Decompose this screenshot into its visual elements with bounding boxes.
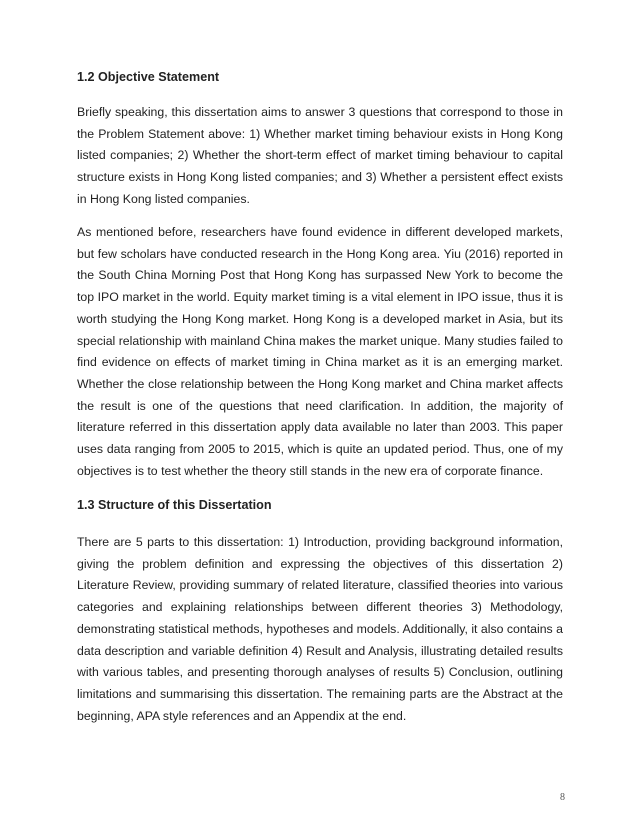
structure-heading: 1.3 Structure of this Dissertation — [77, 498, 272, 512]
page-number: 8 — [560, 792, 565, 803]
objective-paragraph-2: As mentioned before, researchers have found evidence in different developed markets, but few scholars have conducted research in the Hong Kong area. Yiu (2016) reported in the South China Morning Post that Hong Kong has surpassed New York to become the top IPO market in the world. Equity market timing is a vital element in IPO issue, thus it is worth studying the Hong Kong market. Hong Kong is a developed market in Asia, but its special relationship with mainland China makes the market unique. Many studies failed to find evidence on effects of market timing in China market as it is an emerging market. Whether the close relationship between the Hong Kong market and China market affects the result is one of the questions that need clarification. In addition, the majority of literature referred in this dissertation apply data available no later than 2003. This paper uses data ranging from 2005 to 2015, which is quite an updated period. Thus, one of my objectives is to test whether the theory still stands in the new era of corporate finance. — [77, 225, 563, 478]
objective-paragraph-1: Briefly speaking, this dissertation aims to answer 3 questions that correspond to those in the Problem Statement above: 1) Whether market timing behaviour exists in Hong Kong listed companies; 2) Whether the short-term effect of market timing behaviour to capital structure exists in Hong Kong listed companies; and 3) Whether a persistent effect exists in Hong Kong listed companies. — [77, 105, 563, 206]
structure-paragraph-1: There are 5 parts to this dissertation: 1) Introduction, providing background information, giving the problem definition and expressing the objectives of this dissertation 2) Literature Review, providing summary of related literature, classified theories into various categories and explaining relationships between different theories 3) Methodology, demonstrating statistical methods, hypotheses and models. Additionally, it also contains a data description and variable definition 4) Result and Analysis, illustrating detailed results with various tables, and presenting thorough analyses of results 5) Conclusion, outlining limitations and summarising this dissertation. The remaining parts are the Abstract at the beginning, APA style references and an Appendix at the end. — [77, 535, 563, 723]
objective-statement-heading: 1.2 Objective Statement — [77, 70, 220, 84]
